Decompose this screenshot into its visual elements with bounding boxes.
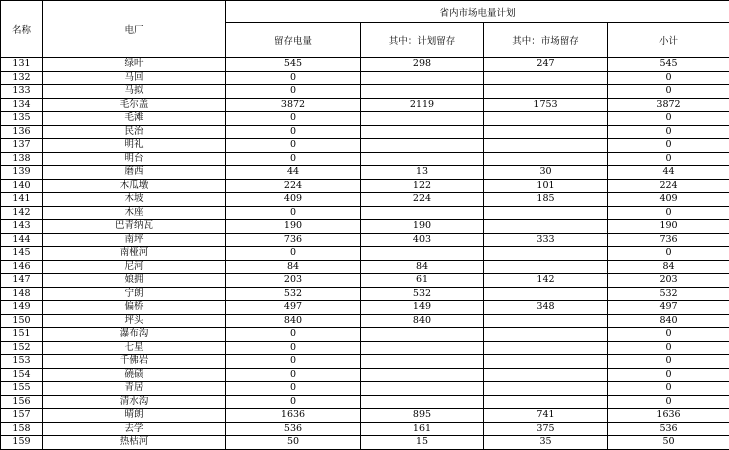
cell-market-retained: 1753 <box>484 98 608 112</box>
cell-plant: 瀑布沟 <box>43 328 226 342</box>
cell-market-retained <box>484 125 608 139</box>
cell-plan-retained <box>361 85 484 99</box>
cell-index: 131 <box>1 58 43 72</box>
table-row <box>1 179 729 193</box>
cell-plant: 南坪 <box>43 233 226 247</box>
cell-index: 133 <box>1 85 43 99</box>
cell-retained: 0 <box>226 112 361 126</box>
cell-retained: 0 <box>226 152 361 166</box>
cell-plan-retained: 161 <box>361 422 484 436</box>
cell-market-retained <box>484 152 608 166</box>
table-row <box>1 274 729 288</box>
cell-plan-retained <box>361 206 484 220</box>
cell-retained: 0 <box>226 368 361 382</box>
table-row <box>1 112 729 126</box>
cell-retained: 545 <box>226 58 361 72</box>
cell-retained: 44 <box>226 166 361 180</box>
cell-retained: 0 <box>226 206 361 220</box>
cell-subtotal: 497 <box>608 301 729 315</box>
cell-plan-retained <box>361 139 484 153</box>
cell-market-retained <box>484 382 608 396</box>
table-row <box>1 233 729 247</box>
cell-subtotal: 0 <box>608 368 729 382</box>
cell-index: 151 <box>1 328 43 342</box>
cell-plant: 马回 <box>43 71 226 85</box>
cell-market-retained: 185 <box>484 193 608 207</box>
cell-plan-retained: 13 <box>361 166 484 180</box>
cell-plant: 偏桥 <box>43 301 226 315</box>
table-row <box>1 152 729 166</box>
cell-index: 157 <box>1 409 43 423</box>
table-row <box>1 193 729 207</box>
cell-retained: 0 <box>226 247 361 261</box>
cell-subtotal: 532 <box>608 287 729 301</box>
cell-index: 137 <box>1 139 43 153</box>
cell-retained: 1636 <box>226 409 361 423</box>
cell-plant: 马拟 <box>43 85 226 99</box>
table-row <box>1 85 729 99</box>
cell-plant: 民治 <box>43 125 226 139</box>
cell-plan-retained: 149 <box>361 301 484 315</box>
cell-subtotal: 0 <box>608 112 729 126</box>
cell-subtotal: 1636 <box>608 409 729 423</box>
cell-retained: 536 <box>226 422 361 436</box>
cell-index: 140 <box>1 179 43 193</box>
table-row <box>1 139 729 153</box>
cell-retained: 84 <box>226 260 361 274</box>
cell-plan-retained <box>361 382 484 396</box>
cell-retained: 0 <box>226 382 361 396</box>
cell-plan-retained: 2119 <box>361 98 484 112</box>
cell-plant: 毛尔盖 <box>43 98 226 112</box>
cell-market-retained <box>484 287 608 301</box>
cell-market-retained: 101 <box>484 179 608 193</box>
cell-plant: 千佛岩 <box>43 355 226 369</box>
cell-plant: 磽碛 <box>43 368 226 382</box>
cell-plant: 南桠河 <box>43 247 226 261</box>
cell-index: 135 <box>1 112 43 126</box>
table-row <box>1 409 729 423</box>
cell-subtotal: 736 <box>608 233 729 247</box>
cell-subtotal: 840 <box>608 314 729 328</box>
cell-index: 138 <box>1 152 43 166</box>
cell-retained: 190 <box>226 220 361 234</box>
cell-retained: 497 <box>226 301 361 315</box>
cell-index: 159 <box>1 436 43 450</box>
cell-market-retained <box>484 71 608 85</box>
cell-retained: 0 <box>226 85 361 99</box>
cell-plan-retained <box>361 355 484 369</box>
cell-market-retained <box>484 341 608 355</box>
cell-plant: 明礼 <box>43 139 226 153</box>
table-row <box>1 71 729 85</box>
cell-plan-retained: 15 <box>361 436 484 450</box>
cell-subtotal: 0 <box>608 328 729 342</box>
cell-plant: 绿叶 <box>43 58 226 72</box>
cell-subtotal: 0 <box>608 341 729 355</box>
cell-index: 132 <box>1 71 43 85</box>
cell-retained: 840 <box>226 314 361 328</box>
cell-subtotal: 536 <box>608 422 729 436</box>
table-row <box>1 395 729 409</box>
cell-plan-retained <box>361 341 484 355</box>
cell-plan-retained <box>361 112 484 126</box>
cell-subtotal: 545 <box>608 58 729 72</box>
cell-plant: 娘拥 <box>43 274 226 288</box>
cell-plant: 木坡 <box>43 193 226 207</box>
cell-subtotal: 3872 <box>608 98 729 112</box>
cell-market-retained <box>484 206 608 220</box>
table-row <box>1 206 729 220</box>
cell-subtotal: 0 <box>608 355 729 369</box>
table-row <box>1 287 729 301</box>
cell-subtotal: 0 <box>608 125 729 139</box>
cell-subtotal: 44 <box>608 166 729 180</box>
table-row <box>1 220 729 234</box>
cell-index: 141 <box>1 193 43 207</box>
cell-plant: 热枯河 <box>43 436 226 450</box>
cell-retained: 0 <box>226 125 361 139</box>
cell-plant: 巴青纳瓦 <box>43 220 226 234</box>
table-row <box>1 247 729 261</box>
cell-plant: 七星 <box>43 341 226 355</box>
table-row <box>1 341 729 355</box>
cell-retained: 50 <box>226 436 361 450</box>
table-row <box>1 422 729 436</box>
cell-plan-retained <box>361 395 484 409</box>
cell-retained: 0 <box>226 395 361 409</box>
cell-subtotal: 0 <box>608 247 729 261</box>
cell-plan-retained: 122 <box>361 179 484 193</box>
cell-index: 148 <box>1 287 43 301</box>
table-row <box>1 166 729 180</box>
cell-retained: 409 <box>226 193 361 207</box>
cell-market-retained <box>484 314 608 328</box>
cell-retained: 0 <box>226 341 361 355</box>
cell-subtotal: 409 <box>608 193 729 207</box>
cell-plan-retained: 61 <box>361 274 484 288</box>
cell-index: 154 <box>1 368 43 382</box>
header-retained: 留存电量 <box>226 23 361 58</box>
cell-index: 142 <box>1 206 43 220</box>
table-row <box>1 260 729 274</box>
cell-plan-retained <box>361 152 484 166</box>
cell-index: 146 <box>1 260 43 274</box>
cell-market-retained <box>484 220 608 234</box>
table-row <box>1 125 729 139</box>
cell-index: 153 <box>1 355 43 369</box>
header-market-retained: 其中：市场留存 <box>484 23 608 58</box>
cell-retained: 0 <box>226 139 361 153</box>
cell-plan-retained: 84 <box>361 260 484 274</box>
cell-market-retained <box>484 328 608 342</box>
cell-plan-retained: 895 <box>361 409 484 423</box>
cell-plant: 坪头 <box>43 314 226 328</box>
cell-plant: 青居 <box>43 382 226 396</box>
cell-index: 139 <box>1 166 43 180</box>
header-subtotal: 小计 <box>608 23 729 58</box>
table-row <box>1 382 729 396</box>
cell-subtotal: 0 <box>608 382 729 396</box>
cell-plan-retained <box>361 368 484 382</box>
cell-market-retained: 35 <box>484 436 608 450</box>
cell-index: 149 <box>1 301 43 315</box>
cell-subtotal: 190 <box>608 220 729 234</box>
cell-plant: 毛滩 <box>43 112 226 126</box>
cell-market-retained <box>484 85 608 99</box>
cell-plant: 明台 <box>43 152 226 166</box>
cell-plan-retained: 840 <box>361 314 484 328</box>
cell-market-retained: 348 <box>484 301 608 315</box>
header-plant: 电厂 <box>43 1 226 58</box>
cell-plan-retained: 532 <box>361 287 484 301</box>
cell-subtotal: 0 <box>608 85 729 99</box>
cell-subtotal: 0 <box>608 71 729 85</box>
cell-index: 144 <box>1 233 43 247</box>
cell-market-retained <box>484 139 608 153</box>
table-row <box>1 314 729 328</box>
cell-plant: 磨西 <box>43 166 226 180</box>
cell-market-retained: 375 <box>484 422 608 436</box>
cell-retained: 0 <box>226 328 361 342</box>
cell-subtotal: 50 <box>608 436 729 450</box>
cell-index: 134 <box>1 98 43 112</box>
cell-plant: 木座 <box>43 206 226 220</box>
cell-subtotal: 224 <box>608 179 729 193</box>
cell-plan-retained: 224 <box>361 193 484 207</box>
cell-index: 143 <box>1 220 43 234</box>
cell-retained: 0 <box>226 355 361 369</box>
cell-index: 136 <box>1 125 43 139</box>
table-row <box>1 328 729 342</box>
cell-index: 155 <box>1 382 43 396</box>
cell-subtotal: 0 <box>608 152 729 166</box>
cell-index: 145 <box>1 247 43 261</box>
cell-plan-retained <box>361 328 484 342</box>
cell-index: 150 <box>1 314 43 328</box>
cell-market-retained <box>484 395 608 409</box>
cell-market-retained <box>484 368 608 382</box>
cell-market-retained <box>484 247 608 261</box>
cell-market-retained <box>484 355 608 369</box>
cell-subtotal: 0 <box>608 395 729 409</box>
table-body <box>1 58 729 450</box>
header-index: 名称 <box>1 1 43 58</box>
cell-plan-retained: 403 <box>361 233 484 247</box>
table-row <box>1 436 729 450</box>
cell-subtotal: 203 <box>608 274 729 288</box>
cell-market-retained: 247 <box>484 58 608 72</box>
cell-plant: 宁朗 <box>43 287 226 301</box>
cell-market-retained: 142 <box>484 274 608 288</box>
cell-plan-retained: 190 <box>361 220 484 234</box>
cell-retained: 224 <box>226 179 361 193</box>
cell-plant: 晴朗 <box>43 409 226 423</box>
cell-index: 147 <box>1 274 43 288</box>
cell-market-retained <box>484 260 608 274</box>
cell-market-retained: 333 <box>484 233 608 247</box>
cell-plan-retained <box>361 247 484 261</box>
header-plan-retained: 其中：计划留存 <box>361 23 484 58</box>
cell-index: 152 <box>1 341 43 355</box>
cell-plant: 尼河 <box>43 260 226 274</box>
table-row <box>1 301 729 315</box>
table-row <box>1 355 729 369</box>
cell-market-retained: 30 <box>484 166 608 180</box>
cell-plant: 木瓜墩 <box>43 179 226 193</box>
cell-index: 156 <box>1 395 43 409</box>
cell-subtotal: 0 <box>608 206 729 220</box>
cell-plant: 清水沟 <box>43 395 226 409</box>
table-row <box>1 98 729 112</box>
cell-retained: 736 <box>226 233 361 247</box>
header-group-provincial-plan: 省内市场电量计划 <box>226 1 729 23</box>
cell-retained: 3872 <box>226 98 361 112</box>
cell-market-retained: 741 <box>484 409 608 423</box>
cell-subtotal: 84 <box>608 260 729 274</box>
cell-retained: 0 <box>226 71 361 85</box>
cell-subtotal: 0 <box>608 139 729 153</box>
cell-retained: 532 <box>226 287 361 301</box>
cell-plant: 去学 <box>43 422 226 436</box>
cell-plan-retained <box>361 71 484 85</box>
cell-retained: 203 <box>226 274 361 288</box>
cell-market-retained <box>484 112 608 126</box>
table-row <box>1 368 729 382</box>
cell-plan-retained <box>361 125 484 139</box>
cell-index: 158 <box>1 422 43 436</box>
table-row <box>1 58 729 72</box>
cell-plan-retained: 298 <box>361 58 484 72</box>
